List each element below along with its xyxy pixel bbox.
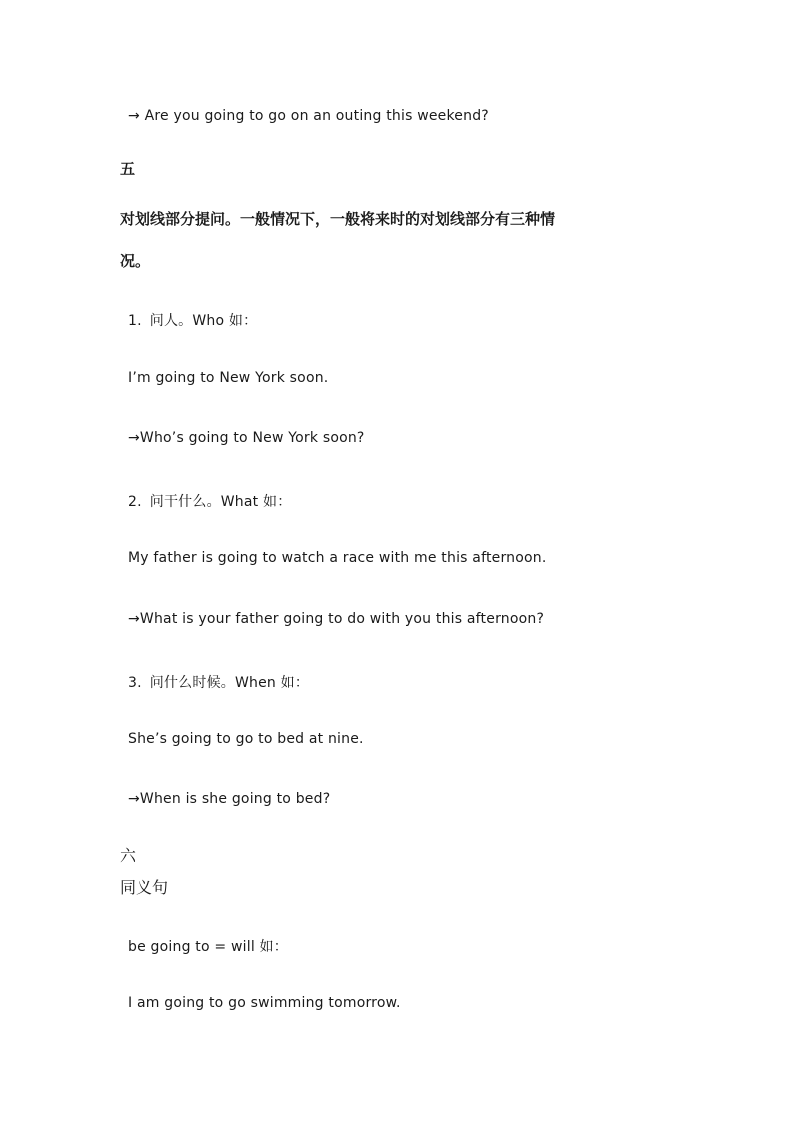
example-question: She’s going to go to bed at nine. [128, 731, 364, 747]
synonym-rule: be going to = will 如： [128, 939, 288, 955]
example-question: I’m going to New York soon. [128, 370, 329, 386]
example-question: My father is going to watch a race with me this afternoon. [128, 550, 547, 566]
section-5-title-line-1: 对划线部分提问。一般情况下，一般将来时的对划线部分有三种情 [120, 210, 556, 228]
list-item-1 [128, 310, 257, 330]
section-number-5: 五 [120, 160, 136, 178]
list-item-2 [128, 491, 291, 511]
section-number-6: 六 [120, 846, 137, 865]
list-item-text: 问什么时候。When 如： [149, 675, 310, 691]
example-answer: →What is your father going to do with you this afternoon? [128, 611, 545, 627]
list-item-number: 1. [128, 313, 142, 329]
synonym-example: I am going to go swimming tomorrow. [128, 995, 401, 1011]
list-item-text: 问干什么。What 如： [149, 494, 292, 510]
list-item-number: 2. [128, 494, 142, 510]
example-answer: →When is she going to bed? [128, 791, 331, 807]
list-item-number: 3. [128, 675, 142, 691]
example-answer-line: → Are you going to go on an outing this weekend? [128, 108, 489, 124]
list-item-3 [128, 672, 309, 692]
list-item-text: 问人。Who 如： [149, 313, 258, 329]
example-answer: →Who’s going to New York soon? [128, 430, 365, 446]
section-5-title-line-2: 况。 [120, 252, 151, 270]
section-6-title: 同义句 [120, 878, 169, 897]
